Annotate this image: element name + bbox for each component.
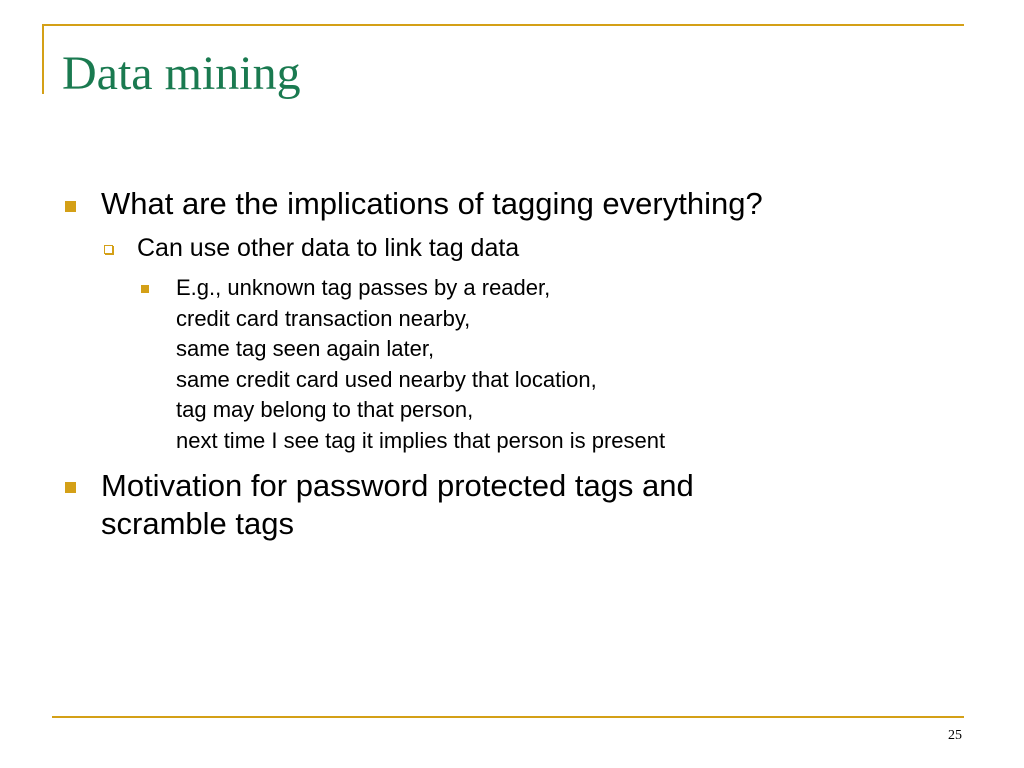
example-line: tag may belong to that person, — [176, 397, 474, 423]
bullet-level1-motivation — [101, 467, 694, 543]
motivation-line: scramble tags — [101, 506, 294, 541]
footer-divider — [52, 716, 964, 718]
motivation-line: Motivation for password protected tags and — [101, 468, 694, 503]
example-line: E.g., unknown tag passes by a reader, — [176, 275, 551, 300]
bullet-square-icon — [65, 482, 76, 493]
example-line: same credit card used nearby that location, — [176, 366, 597, 392]
example-line: same tag seen again later, — [176, 336, 435, 362]
bullet-level3-example — [176, 273, 665, 457]
page-number: 25 — [948, 728, 962, 743]
bullet-level2-link-data: Can use other data to link tag data — [137, 234, 520, 262]
example-line: next time I see tag it implies that person is present — [176, 427, 666, 453]
bullet-level1-implications: What are the implications of tagging everything? — [101, 186, 763, 221]
bullet-hollow-square-icon — [104, 245, 113, 254]
slide-title: Data mining — [62, 47, 301, 100]
example-line: credit card transaction nearby, — [176, 305, 471, 331]
bullet-small-square-icon — [141, 285, 149, 293]
bullet-square-icon — [65, 201, 76, 212]
